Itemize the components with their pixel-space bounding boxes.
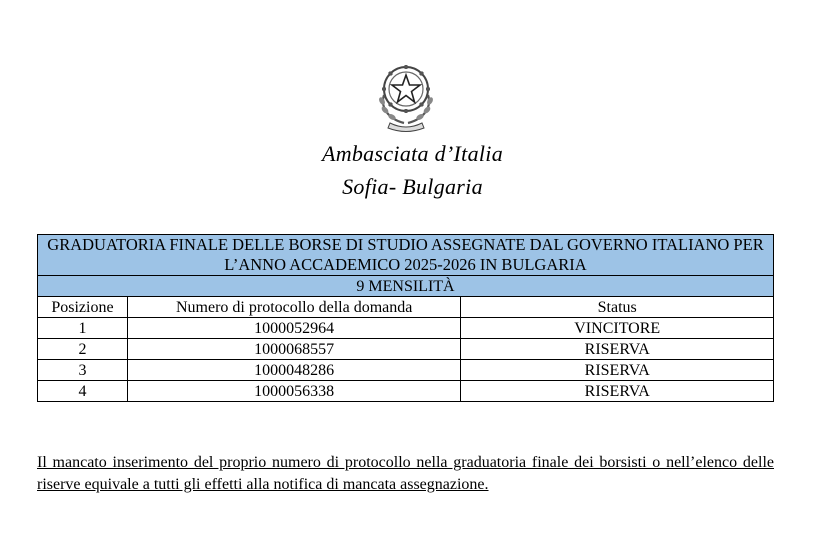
cell-protocol-number: 1000068557 (127, 339, 460, 360)
ranking-table (37, 234, 774, 402)
embassy-location: Sofia- Bulgaria (342, 174, 483, 199)
table-subtitle: 9 MENSILITÀ (38, 276, 774, 297)
table-row (38, 318, 774, 339)
table-row (38, 360, 774, 381)
column-header-position: Posizione (38, 297, 128, 318)
italian-republic-emblem-icon (370, 55, 442, 135)
cell-position: 3 (38, 360, 128, 381)
cell-status: RISERVA (461, 339, 774, 360)
cell-position: 2 (38, 339, 128, 360)
table-row (38, 381, 774, 402)
cell-protocol-number: 1000056338 (127, 381, 460, 402)
cell-status: RISERVA (461, 360, 774, 381)
table-row (38, 339, 774, 360)
embassy-name: Ambasciata d’Italia (321, 141, 504, 166)
cell-protocol-number: 1000052964 (127, 318, 460, 339)
column-header-status: Status (461, 297, 774, 318)
cell-status: VINCITORE (461, 318, 774, 339)
cell-status: RISERVA (461, 381, 774, 402)
table-title: GRADUATORIA FINALE DELLE BORSE DI STUDIO ASSEGNATE DAL GOVERNO ITALIANO PER L’ANNO ACCADEMICO 2025-2026 IN BULGARIA (38, 235, 774, 276)
column-header-protocol-number: Numero di protocollo della domanda (127, 297, 460, 318)
cell-position: 4 (38, 381, 128, 402)
cell-protocol-number: 1000048286 (127, 360, 460, 381)
cell-position: 1 (38, 318, 128, 339)
disclaimer-note: Il mancato inserimento del proprio numero di protocollo nella graduatoria finale dei borsisti o nell’elenco delle riserve equivale a tutti gli effetti alla notifica di mancata assegnazione. (37, 454, 774, 493)
